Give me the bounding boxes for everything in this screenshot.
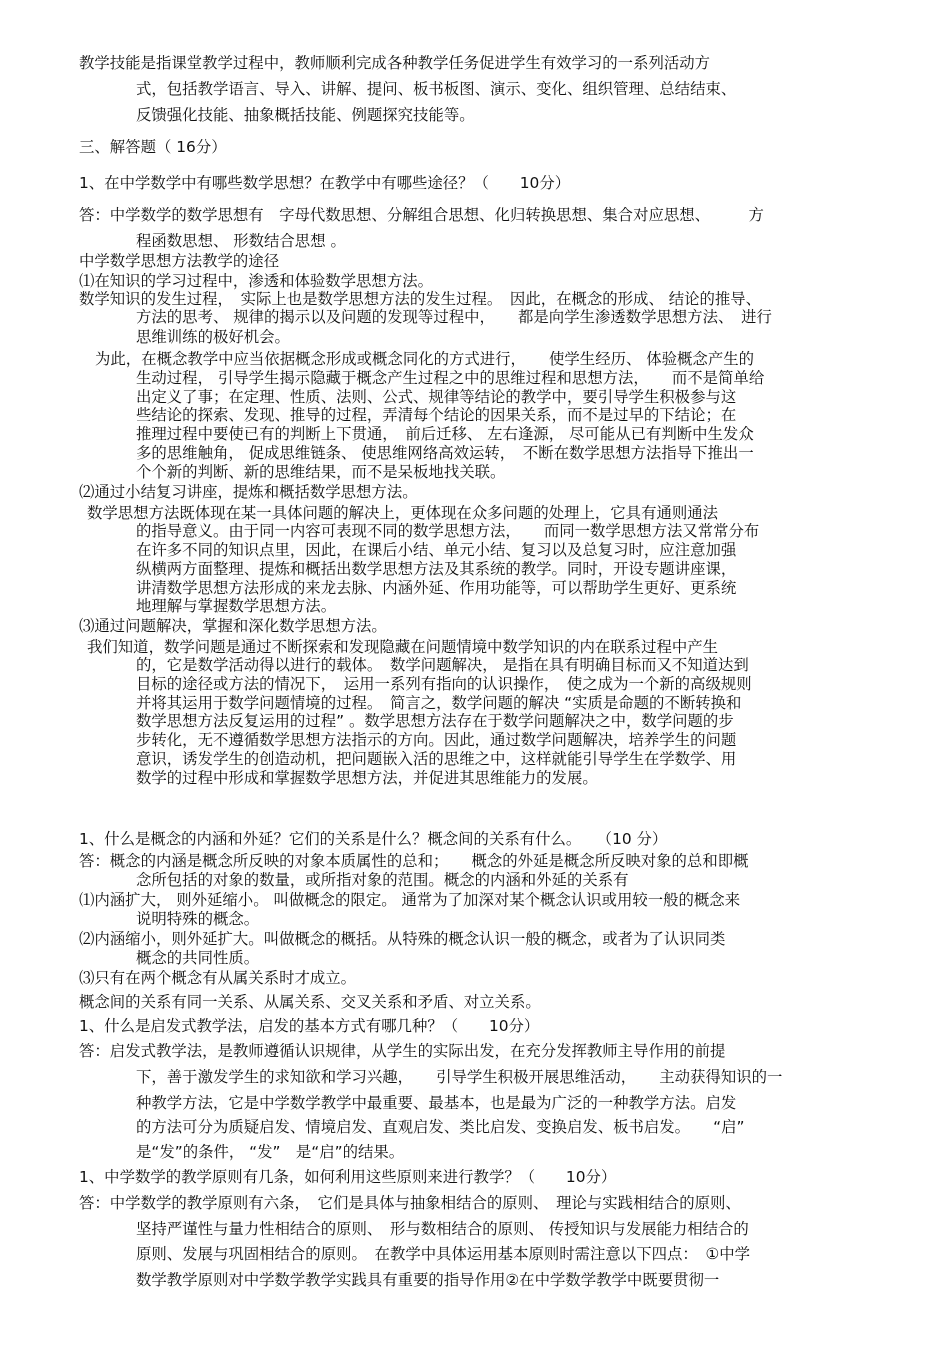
text-line: 答：中学数学的数学思想有 字母代数思想、分解组合思想、化归转换思想、集合对应思想、 方 bbox=[79, 206, 764, 224]
text-line: 些结论的探索、发现、推导的过程，弄清每个结论的因果关系，而不是过早的下结论；在 bbox=[136, 406, 737, 424]
text-line: 在许多不同的知识点里，因此，在课后小结、单元小结、复习以及总复习时，应注意加强 bbox=[136, 541, 737, 559]
text-line: 种教学方法，它是中学数学教学中最重要、最基本，也是最为广泛的一种教学方法。启发 bbox=[136, 1094, 737, 1112]
text-line: 为此，在概念教学中应当依据概念形成或概念同化的方式进行， 使学生经历、 体验概念产生的 bbox=[95, 350, 754, 368]
text-line: 说明特殊的概念。 bbox=[136, 910, 260, 928]
text-line: 中学数学思想方法教学的途径 bbox=[79, 252, 280, 270]
text-line: ⑴内涵扩大， 则外延缩小。 叫做概念的限定。 通常为了加深对某个概念认识或用较一般的概念来 bbox=[79, 891, 741, 909]
text-line: 数学知识的发生过程， 实际上也是数学思想方法的发生过程。 因此，在概念的形成、 结论的推导、 bbox=[79, 290, 762, 308]
text-line: 1、中学数学的教学原则有几条，如何利用这些原则来进行教学？（ 10分） bbox=[79, 1168, 617, 1186]
text-line: 概念的共同性质。 bbox=[136, 949, 260, 967]
text-line: 教学技能是指课堂教学过程中，教师顺利完成各种教学任务促进学生有效学习的一系列活动方 bbox=[79, 54, 711, 72]
text-line: ⑵通过小结复习讲座，提炼和概括数学思想方法。 bbox=[79, 483, 418, 501]
text-line: 答：中学数学的教学原则有六条， 它们是具体与抽象相结合的原则、 理论与实践相结合的原则、 bbox=[79, 1194, 741, 1212]
text-line: ⑵内涵缩小，则外延扩大。叫做概念的概括。从特殊的概念认识一般的概念，或者为了认识同类 bbox=[79, 930, 726, 948]
text-line: 是“发”的条件， “发” 是“启”的结果。 bbox=[136, 1143, 405, 1161]
text-line: 式，包括教学语言、导入、讲解、提问、板书板图、演示、变化、组织管理、总结结束、 bbox=[136, 80, 737, 98]
text-line: 1、什么是启发式教学法，启发的基本方式有哪几种？（ 10分） bbox=[79, 1017, 540, 1035]
text-line: 1、在中学数学中有哪些数学思想？在教学中有哪些途径？（ 10分） bbox=[79, 174, 571, 192]
text-line: 下，善于激发学生的求知欲和学习兴趣， 引导学生积极开展思维活动， 主动获得知识的一 bbox=[136, 1068, 783, 1086]
text-line: 我们知道，数学问题是通过不断探索和发现隐藏在问题情境中数学知识的内在联系过程中产生 bbox=[87, 638, 719, 656]
text-line: 数学的过程中形成和掌握数学思想方法，并促进其思维能力的发展。 bbox=[136, 769, 598, 787]
text-line: 步转化，无不遵循数学思想方法指示的方向。因此，通过数学问题解决，培养学生的问题 bbox=[136, 731, 737, 749]
text-line: 意识，诱发学生的创造动机，把问题嵌入活的思维之中，这样就能引导学生在学数学、用 bbox=[136, 750, 737, 768]
text-line: 1、什么是概念的内涵和外延？它们的关系是什么？概念间的关系有什么。 （10 分） bbox=[79, 830, 668, 848]
text-line: 并将其运用于数学问题情境的过程。 简言之，数学问题的解决 “实质是命题的不断转换和 bbox=[136, 694, 742, 712]
text-line: 的方法可分为质疑启发、情境启发、直观启发、类比启发、变换启发、板书启发。 “启” bbox=[136, 1118, 745, 1136]
text-line: ⑶只有在两个概念有从属关系时才成立。 bbox=[79, 969, 357, 987]
text-line: 原则、发展与巩固相结合的原则。 在教学中具体运用基本原则时需注意以下四点： ①中学 bbox=[136, 1245, 751, 1263]
text-line: 多的思维触角， 促成思维链条、 使思维网络高效运转， 不断在数学思想方法指导下推出一 bbox=[136, 444, 754, 462]
text-line: 三、解答题（ 16分） bbox=[79, 138, 227, 156]
text-line: 地理解与掌握数学思想方法。 bbox=[136, 597, 337, 615]
text-line: 出定义了事；在定理、性质、法则、公式、规律等结论的教学中，要引导学生积极参与这 bbox=[136, 388, 737, 406]
text-line: 个个新的判断、新的思维结果，而不是呆板地找关联。 bbox=[136, 463, 506, 481]
text-line: 讲清数学思想方法形成的来龙去脉、内涵外延、作用功能等，可以帮助学生更好、更系统 bbox=[136, 579, 737, 597]
text-line: 数学思想方法既体现在某一具体问题的解决上，更体现在众多问题的处理上，它具有通则通法 bbox=[87, 504, 719, 522]
text-line: 的，它是数学活动得以进行的载体。 数学问题解决， 是指在具有明确目标而又不知道达到 bbox=[136, 656, 749, 674]
text-line: 程函数思想、 形数结合思想 。 bbox=[136, 232, 346, 250]
text-line: 反馈强化技能、抽象概括技能、例题探究技能等。 bbox=[136, 106, 475, 124]
text-line: 生动过程， 引导学生揭示隐藏于概念产生过程之中的思维过程和思想方法， 而不是简单给 bbox=[136, 369, 765, 387]
text-line: 数学教学原则对中学数学教学实践具有重要的指导作用②在中学数学教学中既要贯彻一 bbox=[136, 1271, 720, 1289]
text-line: 方法的思考、 规律的揭示以及问题的发现等过程中， 都是向学生渗透数学思想方法、 进行 bbox=[136, 308, 772, 326]
text-line: 念所包括的对象的数量，或所指对象的范围。概念的内涵和外延的关系有 bbox=[136, 871, 629, 889]
text-line: ⑴在知识的学习过程中，渗透和体验数学思想方法。 bbox=[79, 272, 433, 290]
text-line: 推理过程中要使已有的判断上下贯通， 前后迁移、 左右逢源， 尽可能从已有判断中生发众 bbox=[136, 425, 754, 443]
text-line: 答：概念的内涵是概念所反映的对象本质属性的总和； 概念的外延是概念所反映对象的总和即概 bbox=[79, 852, 749, 870]
text-line: 答：启发式教学法，是教师遵循认识规律，从学生的实际出发，在充分发挥教师主导作用的前提 bbox=[79, 1042, 726, 1060]
text-line: 数学思想方法反复运用的过程” 。数学思想方法存在于数学问题解决之中，数学问题的步 bbox=[136, 712, 734, 730]
text-line: 目标的途径或方法的情况下， 运用一系列有指向的认识操作， 使之成为一个新的高级规则 bbox=[136, 675, 752, 693]
text-line: 纵横两方面整理、提炼和概括出数学思想方法及其系统的教学。同时，开设专题讲座课， bbox=[136, 560, 737, 578]
text-line: 思维训练的极好机会。 bbox=[136, 328, 290, 346]
text-line: 的指导意义。由于同一内容可表现不同的数学思想方法， 而同一数学思想方法又常常分布 bbox=[136, 522, 760, 540]
text-line: ⑶通过问题解决，掌握和深化数学思想方法。 bbox=[79, 617, 387, 635]
text-line: 概念间的关系有同一关系、从属关系、交叉关系和矛盾、对立关系。 bbox=[79, 993, 541, 1011]
text-line: 坚持严谨性与量力性相结合的原则、 形与数相结合的原则、 传授知识与发展能力相结合的 bbox=[136, 1220, 749, 1238]
